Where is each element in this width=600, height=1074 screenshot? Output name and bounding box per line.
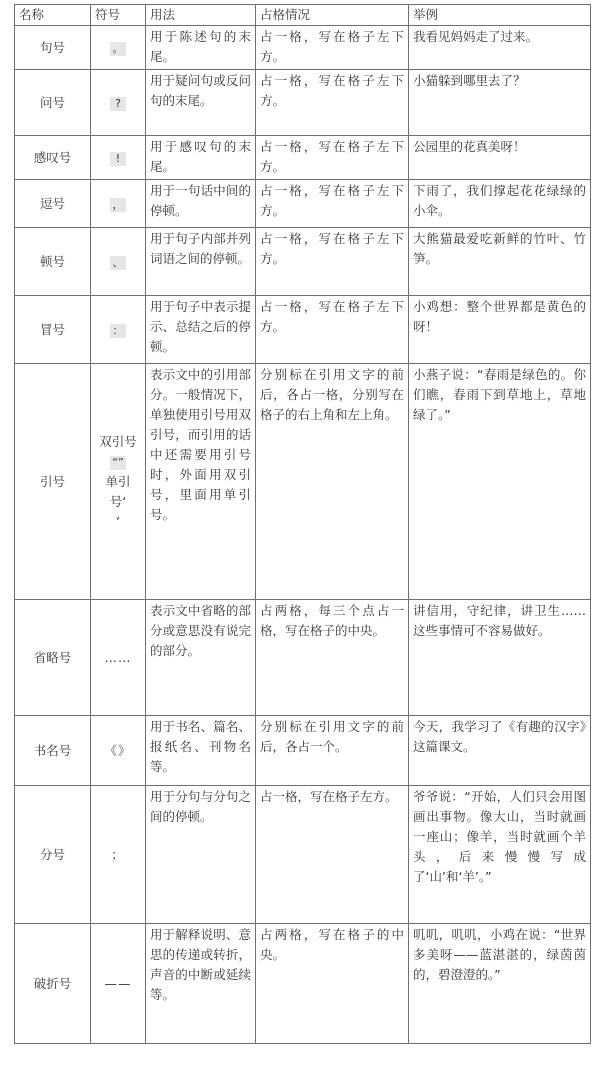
symbol-mark: ， [110,198,126,212]
row-name: 分号 [15,786,91,924]
table-row [15,26,591,70]
row-example: 公园里的花真美呀！ [409,136,591,180]
symbol-mark: “” [110,456,126,470]
table-row [15,228,591,296]
row-example: 小猫躲到哪里去了？ [409,70,591,136]
row-name: 顿号 [15,228,91,296]
header-usage: 用法 [146,5,256,26]
row-placement: 占一格，写在格子左下方。 [256,136,409,180]
row-name: 破折号 [15,924,91,1044]
row-example: 大熊猫最爱吃新鲜的竹叶、竹笋。 [409,228,591,296]
symbol-mark: —— [104,975,132,991]
symbol-line: ’ [116,513,120,529]
row-example: 爷爷说：“开始，人们只会用图画出事物。像大山，当时就画一座山；像羊，当时就画个羊头，后来慢慢写成了‘山’和‘羊’。” [409,786,591,924]
row-name: 逗号 [15,180,91,228]
symbol-mark: ： [110,324,126,338]
header-symbol: 符号 [91,5,146,26]
symbol-line: 单引 [105,473,131,489]
table-row [15,786,591,924]
symbol-mark: ! [110,152,126,166]
table-row [15,924,591,1044]
header-placement: 占格情况 [256,5,409,26]
row-symbol [91,70,146,136]
row-name: 问号 [15,70,91,136]
row-placement: 占两格，每三个点占一格，写在格子的中央。 [256,600,409,716]
row-example: 今天，我学习了《有趣的汉字》这篇课文。 [409,716,591,786]
row-symbol [91,296,146,364]
row-example: 下雨了，我们撑起花花绿绿的小伞。 [409,180,591,228]
table-row [15,136,591,180]
table-row [15,364,591,600]
row-example: 叽叽，叽叽，小鸡在说：“世界多美呀——蓝湛湛的，绿茵茵的，碧澄澄的。” [409,924,591,1044]
header-row [15,5,591,26]
row-symbol [91,228,146,296]
row-placement: 占一格，写在格子左下方。 [256,228,409,296]
row-usage: 用于感叹句的末尾。 [146,136,256,180]
table-row [15,600,591,716]
row-example: 我看见妈妈走了过来。 [409,26,591,70]
table-row [15,180,591,228]
row-placement: 占一格，写在格子左方。 [256,786,409,924]
table-row [15,716,591,786]
row-usage: 表示文中的引用部分。一般情况下，单独使用引号用双引号，而引用的话中还需要用引号时，外面用双引号，里面用单引号。 [146,364,256,600]
row-placement: 分别标在引用文字的前后，各占一个。 [256,716,409,786]
row-placement: 占一格，写在格子左下方。 [256,26,409,70]
row-placement: 占一格，写在格子左下方。 [256,180,409,228]
row-example: 小鸡想：整个世界都是黄色的呀！ [409,296,591,364]
symbol-line: 号‘ [109,493,127,509]
header-name: 名称 [15,5,91,26]
row-usage: 用于书名、篇名、报纸名、刊物名等。 [146,716,256,786]
row-name: 冒号 [15,296,91,364]
row-usage: 用于句子中表示提示、总结之后的停顿。 [146,296,256,364]
row-symbol [91,26,146,70]
row-symbol [91,924,146,1044]
row-name: 句号 [15,26,91,70]
symbol-line: 双引号 [99,433,137,449]
row-symbol [91,180,146,228]
table-row [15,296,591,364]
row-usage: 用于分句与分句之间的停顿。 [146,786,256,924]
row-placement: 占一格，写在格子左下方。 [256,70,409,136]
table-row [15,70,591,136]
row-example: 小燕子说：“春雨是绿色的。你们瞧，春雨下到草地上，草地绿了。” [409,364,591,600]
row-usage: 用于解释说明、意思的传递或转折，声音的中断或延续等。 [146,924,256,1044]
row-symbol [91,136,146,180]
row-symbol [91,716,146,786]
punctuation-table [14,4,591,1044]
symbol-mark: 。 [110,42,126,56]
row-example: 讲信用，守纪律，讲卫生……这些事情可不容易做好。 [409,600,591,716]
row-usage: 用于一句话中间的停顿。 [146,180,256,228]
row-placement: 占一格，写在格子左下方。 [256,296,409,364]
row-placement: 分别标在引用文字的前后，各占一格，分别写在格子的右上角和左上角。 [256,364,409,600]
row-usage: 用于陈述句的末尾。 [146,26,256,70]
symbol-mark: ； [111,846,125,862]
symbol-mark: 、 [110,256,126,270]
header-example: 举例 [409,5,591,26]
row-symbol [91,786,146,924]
row-name: 书名号 [15,716,91,786]
row-usage: 用于疑问句或反问句的末尾。 [146,70,256,136]
symbol-mark: …… [104,649,132,665]
row-name: 引号 [15,364,91,600]
symbol-mark: 《》 [104,742,132,758]
row-symbol [91,600,146,716]
row-usage: 表示文中省略的部分或意思没有说完的部分。 [146,600,256,716]
row-usage: 用于句子内部并列词语之间的停顿。 [146,228,256,296]
row-name: 感叹号 [15,136,91,180]
row-symbol [91,364,146,600]
symbol-mark: ? [110,97,126,111]
row-name: 省略号 [15,600,91,716]
row-placement: 占两格，写在格子的中央。 [256,924,409,1044]
